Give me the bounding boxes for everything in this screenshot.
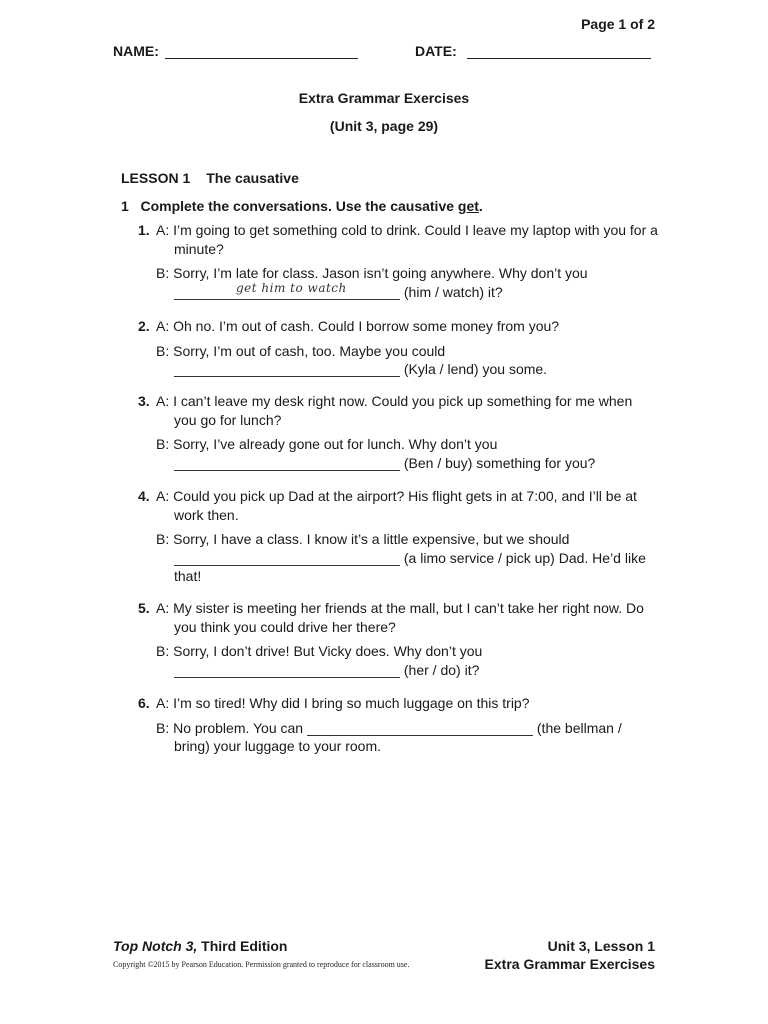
name-label: NAME: <box>113 43 159 59</box>
section-label: Extra Grammar Exercises <box>484 956 655 972</box>
exercise-item-5 <box>138 599 658 679</box>
item-number: 5. <box>138 600 150 616</box>
worksheet-subtitle: (Unit 3, page 29) <box>329 118 439 134</box>
lesson-heading <box>121 170 299 186</box>
instruction-text: Complete the conversations. Use the causative <box>140 198 458 214</box>
item-number: 3. <box>138 393 150 409</box>
speaker-a-line: A: Oh no. I’m out of cash. Could I borrow some money from you? <box>156 318 560 334</box>
book-name: Top Notch 3, <box>113 938 198 954</box>
exercise-number: 1 <box>121 198 129 214</box>
answer-blank[interactable] <box>174 663 400 678</box>
speaker-b-line <box>156 264 658 301</box>
item-number: 6. <box>138 695 150 711</box>
item-number: 4. <box>138 488 150 504</box>
exercise-item-1 <box>138 221 658 301</box>
speaker-b-cue: (her / do) it? <box>403 661 480 678</box>
speaker-b-text: B: Sorry, I’m out of cash, too. Maybe you could <box>156 342 446 359</box>
instruction-keyword: get <box>457 198 479 214</box>
book-title <box>113 938 287 954</box>
speaker-b-text: B: Sorry, I don’t drive! But Vicky does. Why don’t you <box>156 643 483 659</box>
answer-blank[interactable] <box>307 721 533 736</box>
speaker-a-line: A: I’m going to get something cold to drink. Could I leave my laptop with you for a minute? <box>156 222 658 257</box>
speaker-b-line <box>156 642 658 679</box>
speaker-b-text: B: Sorry, I’ve already gone out for lunch. Why don’t you <box>156 436 498 452</box>
speaker-a-line: A: Could you pick up Dad at the airport? His flight gets in at 7:00, and I’ll be at work then. <box>156 488 637 523</box>
page-number: Page 1 of 2 <box>581 16 655 32</box>
speaker-b-line <box>156 435 658 472</box>
lesson-number: LESSON 1 <box>121 170 191 186</box>
speaker-b-text: B: No problem. You can <box>156 719 304 736</box>
speaker-b-cue: (the bellman / bring) your luggage to your room. <box>174 719 622 754</box>
exercise-item-2 <box>138 317 658 379</box>
name-field[interactable] <box>165 58 358 59</box>
worksheet-title: Extra Grammar Exercises <box>298 90 470 106</box>
lesson-topic: The causative <box>206 170 299 186</box>
speaker-a-line: A: My sister is meeting her friends at the mall, but I can’t take her right now. Do you think you could drive her there? <box>156 600 644 635</box>
speaker-b-text: B: Sorry, I’m late for class. Jason isn’t going anywhere. Why don’t you <box>156 265 588 281</box>
answer-blank[interactable] <box>174 362 400 377</box>
date-field[interactable] <box>467 58 651 59</box>
exercise-item-4 <box>138 487 658 586</box>
speaker-b-text: B: Sorry, I have a class. I know it’s a little expensive, but we should <box>156 531 570 547</box>
book-edition: Third Edition <box>197 938 288 954</box>
answer-blank[interactable] <box>174 280 400 300</box>
exercise-item-6 <box>138 694 658 756</box>
speaker-a-line: A: I’m so tired! Why did I bring so much luggage on this trip? <box>156 695 530 711</box>
answer-blank[interactable] <box>174 551 400 566</box>
speaker-b-cue: (a limo service / pick up) Dad. He’d like that! <box>174 549 646 584</box>
speaker-b-line <box>156 342 658 379</box>
unit-lesson-label: Unit 3, Lesson 1 <box>547 938 655 954</box>
speaker-b-cue: (Kyla / lend) you some. <box>403 361 548 377</box>
speaker-b-cue: (him / watch) it? <box>403 283 503 300</box>
speaker-b-cue: (Ben / buy) something for you? <box>403 454 596 471</box>
speaker-b-line <box>156 719 658 756</box>
item-number: 1. <box>138 222 150 238</box>
exercise-instruction <box>121 198 483 214</box>
speaker-a-line: A: I can’t leave my desk right now. Could you pick up something for me when you go for lunch? <box>156 393 633 428</box>
handwritten-answer: get him to watch <box>236 280 347 295</box>
answer-blank[interactable] <box>174 456 400 471</box>
exercise-item-3 <box>138 392 658 472</box>
instruction-end: . <box>478 198 483 214</box>
item-number: 2. <box>138 318 150 334</box>
date-label: DATE: <box>415 43 457 59</box>
speaker-b-line <box>156 530 658 586</box>
copyright-notice: Copyright ©2015 by Pearson Education. Permission granted to reproduce for classroom use. <box>113 960 410 969</box>
